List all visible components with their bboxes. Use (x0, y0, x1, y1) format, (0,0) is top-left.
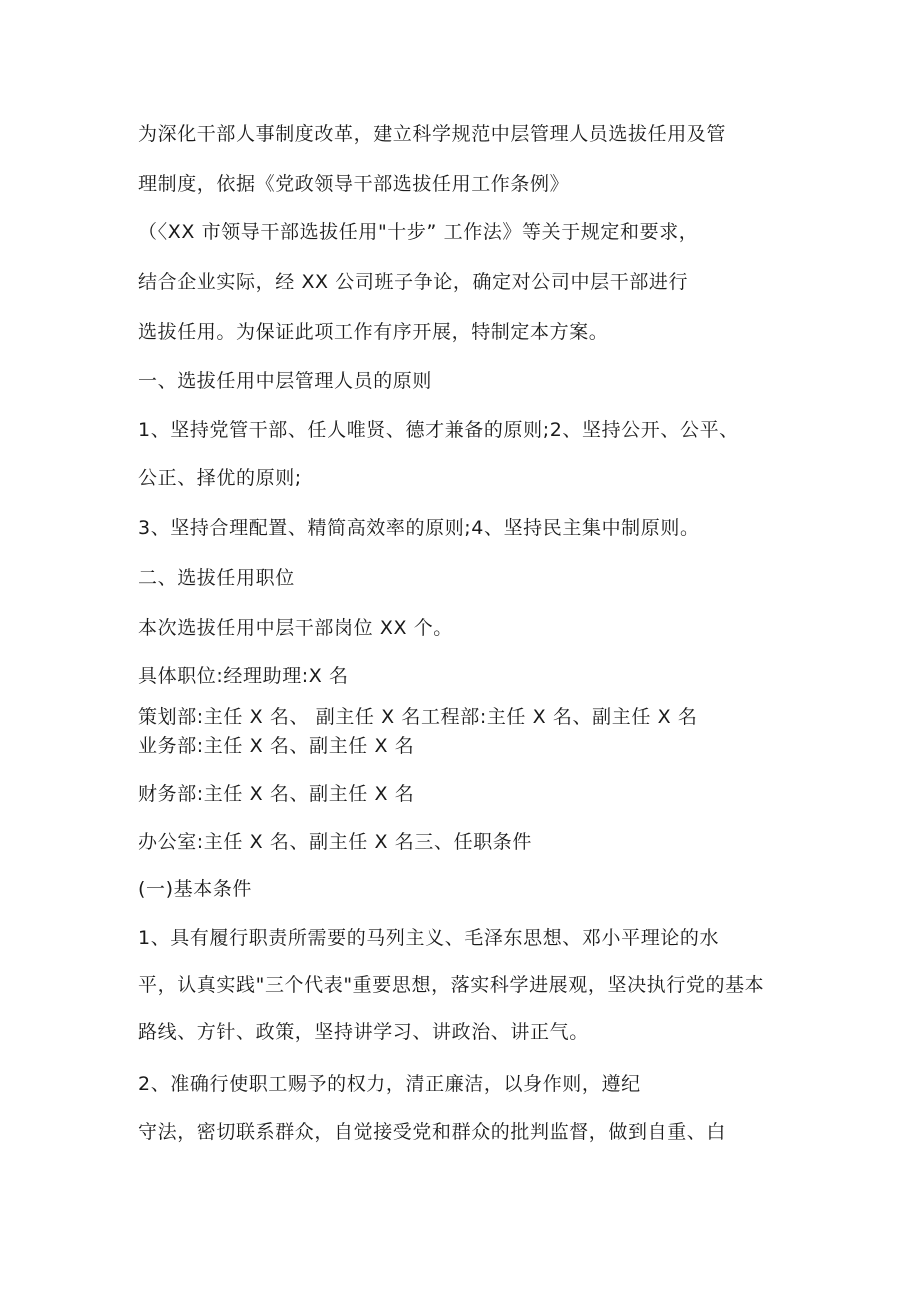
paragraph-line: 具体职位:经理助理:X 名 (138, 665, 349, 687)
paragraph-line: 理制度，依据《党政领导干部选拔任用工作条例》 (138, 173, 570, 195)
subsection-heading: (一)基本条件 (138, 878, 253, 900)
paragraph-line: 1、具有履行职责所需要的马列主义、毛泽东思想、邓小平理论的水 (138, 927, 720, 949)
paragraph-line: 选拔任用。为保证此项工作有序开展，特制定本方案。 (138, 321, 609, 343)
paragraph-line: 3、坚持合理配置、精简高效率的原则;4、坚持民主集中制原则。 (138, 517, 700, 539)
paragraph-line: 为深化干部人事制度改革，建立科学规范中层管理人员选拔任用及管 (138, 123, 727, 145)
paragraph-line: 财务部:主任 X 名、副主任 X 名 (138, 783, 415, 805)
paragraph-line: 结合企业实际，经 XX 公司班子争论，确定对公司中层干部进行 (138, 271, 689, 293)
paragraph-line: 业务部:主任 X 名、副主任 X 名 (138, 735, 415, 757)
paragraph-line: 办公室:主任 X 名、副主任 X 名三、任职条件 (138, 831, 532, 853)
section-heading: 一、选拔任用中层管理人员的原则 (138, 370, 433, 392)
paragraph-line: 1、坚持党管干部、任人唯贤、德才兼备的原则;2、坚持公开、公平、 (138, 419, 739, 441)
paragraph-line: 2、准确行使职工赐予的权力，清正廉洁，以身作则，遵纪 (138, 1073, 641, 1095)
paragraph-line: 公正、择优的原则; (138, 467, 302, 489)
section-heading: 二、选拔任用职位 (138, 567, 295, 589)
paragraph-line: 本次选拔任用中层干部岗位 XX 个。 (138, 617, 453, 639)
paragraph-line: 路线、方针、政策，坚持讲学习、讲政治、讲正气。 (138, 1021, 589, 1043)
paragraph-line: 平，认真实践"三个代表"重要思想，落实科学进展观，坚决执行党的基本 (138, 974, 765, 996)
paragraph-line: 策划部:主任 X 名、 副主任 X 名工程部:主任 X 名、副主任 X 名 (138, 706, 698, 728)
paragraph-line: 守法，密切联系群众，自觉接受党和群众的批判监督，做到自重、白 (138, 1121, 727, 1143)
paragraph-line: （〈XX 市领导干部选拔任用"十步” 工作法》等关于规定和要求， (138, 221, 699, 243)
